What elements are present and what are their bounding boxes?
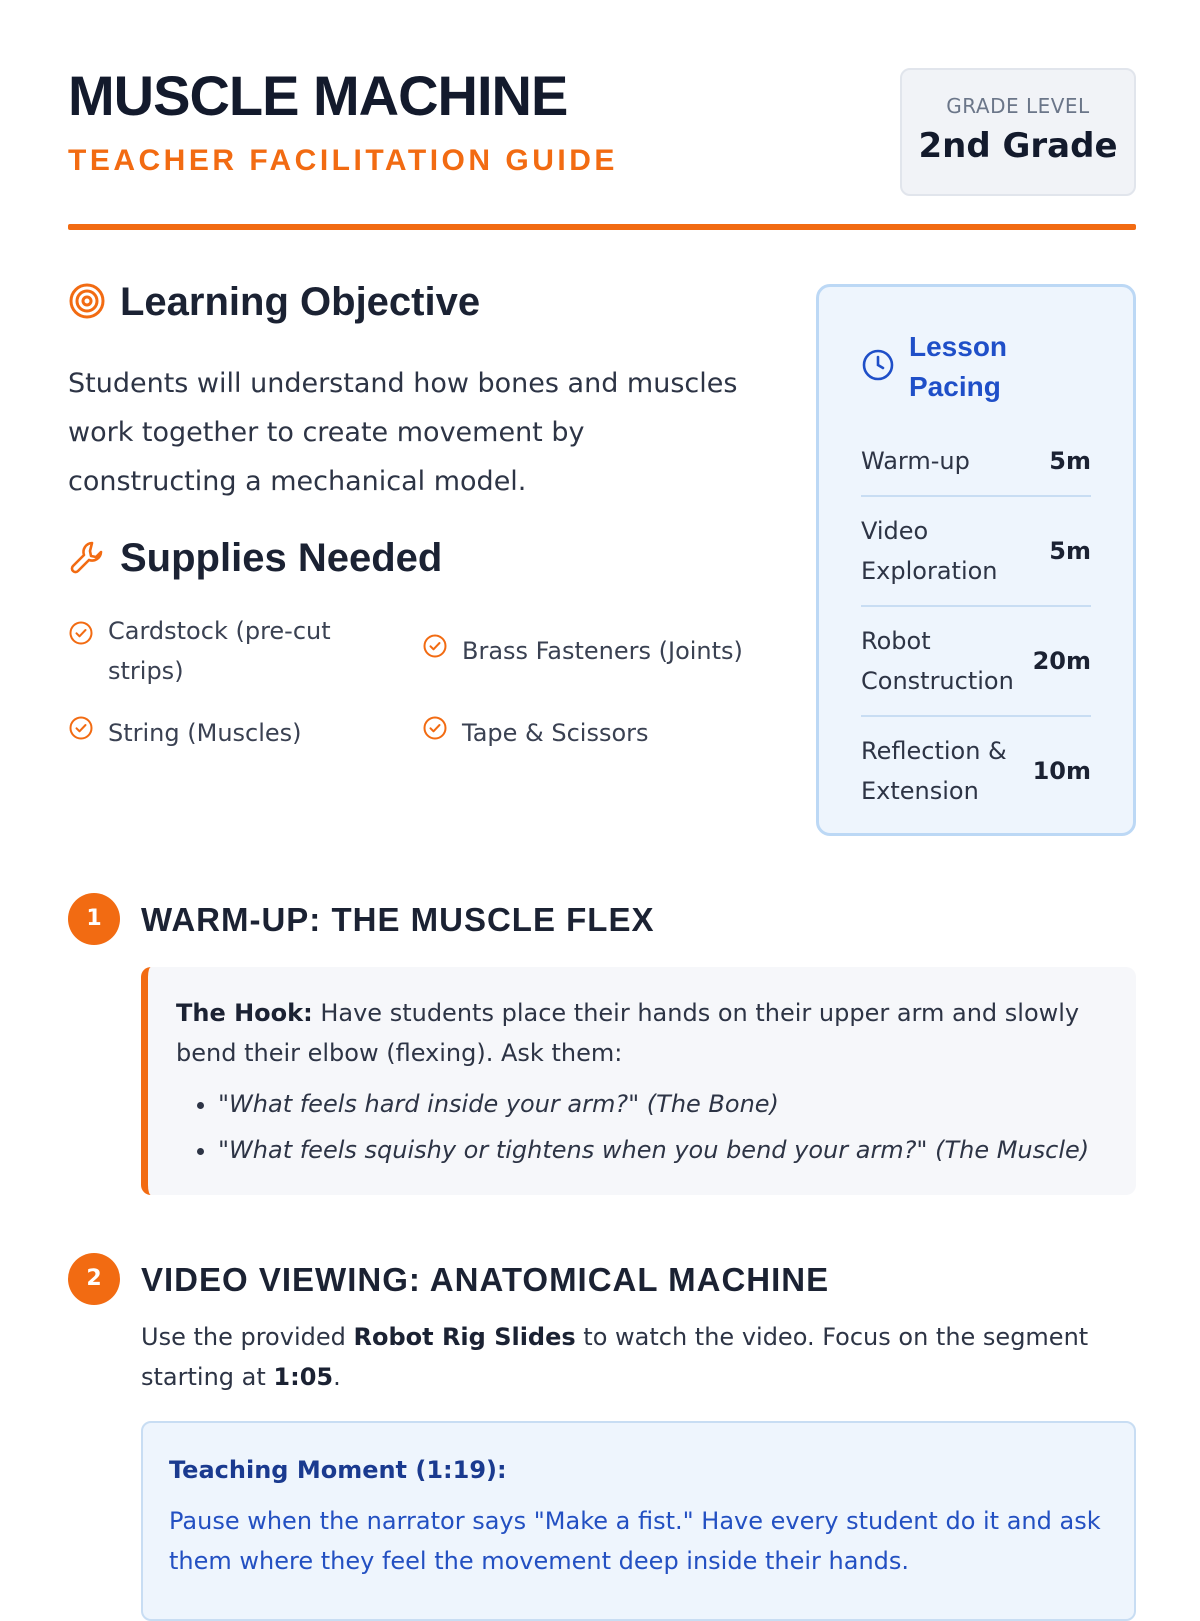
target-icon — [68, 282, 106, 324]
check-circle-icon — [422, 713, 448, 753]
supply-item — [68, 713, 422, 753]
supply-label: Brass Fasteners (Joints) — [462, 637, 743, 665]
lesson-pacing-card — [816, 284, 1136, 836]
check-circle-icon — [68, 713, 94, 753]
hook-paragraph — [176, 993, 1110, 1073]
step-title: WARM-UP: THE MUSCLE FLEX — [141, 901, 655, 938]
teaching-moment-title: Teaching Moment (1:19): — [169, 1456, 507, 1484]
supplies-heading-row — [68, 536, 758, 581]
pacing-label: Warm-up — [861, 447, 970, 475]
step-title: VIDEO VIEWING: ANATOMICAL MACHINE — [141, 1261, 830, 1298]
slides-name: Robot Rig Slides — [353, 1323, 576, 1351]
pacing-heading-row — [861, 327, 1091, 407]
check-circle-icon — [422, 631, 448, 671]
supply-label: String (Muscles) — [108, 719, 302, 747]
start-timestamp: 1:05 — [273, 1363, 334, 1391]
video-instructions — [141, 1317, 1121, 1397]
wrench-icon — [68, 538, 106, 580]
pacing-time: 10m — [1032, 757, 1091, 785]
clock-icon — [861, 348, 895, 386]
pacing-label: Robot Construction — [861, 627, 1014, 695]
pacing-row — [861, 427, 1091, 497]
hook-card — [141, 967, 1136, 1195]
header-divider — [68, 224, 1136, 230]
step-number-badge: 1 — [68, 893, 120, 945]
supplies-heading: Supplies Needed — [120, 536, 443, 580]
supply-item — [422, 611, 762, 691]
pacing-label: Video Exploration — [861, 517, 998, 585]
supply-item — [422, 713, 762, 753]
supplies-list — [68, 611, 758, 753]
pacing-row — [861, 717, 1091, 825]
hook-label: The Hook: — [176, 999, 313, 1027]
pacing-heading: Lesson Pacing — [909, 331, 1008, 402]
objective-text: Students will understand how bones and muscles work together to create movement by constructing a mechanical model. — [68, 368, 738, 497]
video-text-part: to watch the video. Focus on the segment starting at — [141, 1323, 1089, 1391]
pacing-row — [861, 607, 1091, 717]
hook-question: • "What feels hard inside your arm?" (The Bone) — [218, 1081, 1110, 1127]
hook-text: Have students place their hands on their upper arm and slowly bend their elbow (flexing). Ask them: — [176, 999, 1080, 1067]
hook-question-list — [176, 1081, 1110, 1173]
objective-heading: Learning Objective — [120, 280, 481, 324]
objective-heading-row — [68, 280, 758, 325]
pacing-label: Reflection & Extension — [861, 737, 1007, 805]
page-subtitle: TEACHER FACILITATION GUIDE — [68, 144, 618, 177]
video-text-part: . — [333, 1363, 341, 1391]
supply-item — [68, 611, 422, 691]
supply-label: Cardstock (pre-cut strips) — [108, 617, 331, 685]
supply-label: Tape & Scissors — [462, 719, 649, 747]
hook-question: • "What feels squishy or tightens when you bend your arm?" (The Muscle) — [218, 1127, 1110, 1173]
grade-level-value: 2nd Grade — [918, 126, 1118, 166]
grade-level-box — [900, 68, 1136, 196]
check-circle-icon — [68, 618, 94, 658]
teaching-moment-card — [141, 1421, 1136, 1621]
pacing-time: 5m — [1049, 537, 1091, 565]
teaching-moment-text: Pause when the narrator says "Make a fist." Have every student do it and ask them where they feel the movement deep inside their hands. — [169, 1507, 1101, 1575]
step-number-badge: 2 — [68, 1253, 120, 1305]
header — [68, 0, 1136, 230]
page-title: MUSCLE MACHINE — [68, 64, 568, 127]
objective-section — [68, 280, 758, 753]
pacing-time: 20m — [1032, 647, 1091, 675]
video-text-part: Use the provided — [141, 1323, 354, 1351]
pacing-row — [861, 497, 1091, 607]
guide-page — [68, 0, 1136, 1575]
grade-level-label: GRADE LEVEL — [946, 94, 1090, 118]
pacing-time: 5m — [1049, 447, 1091, 475]
